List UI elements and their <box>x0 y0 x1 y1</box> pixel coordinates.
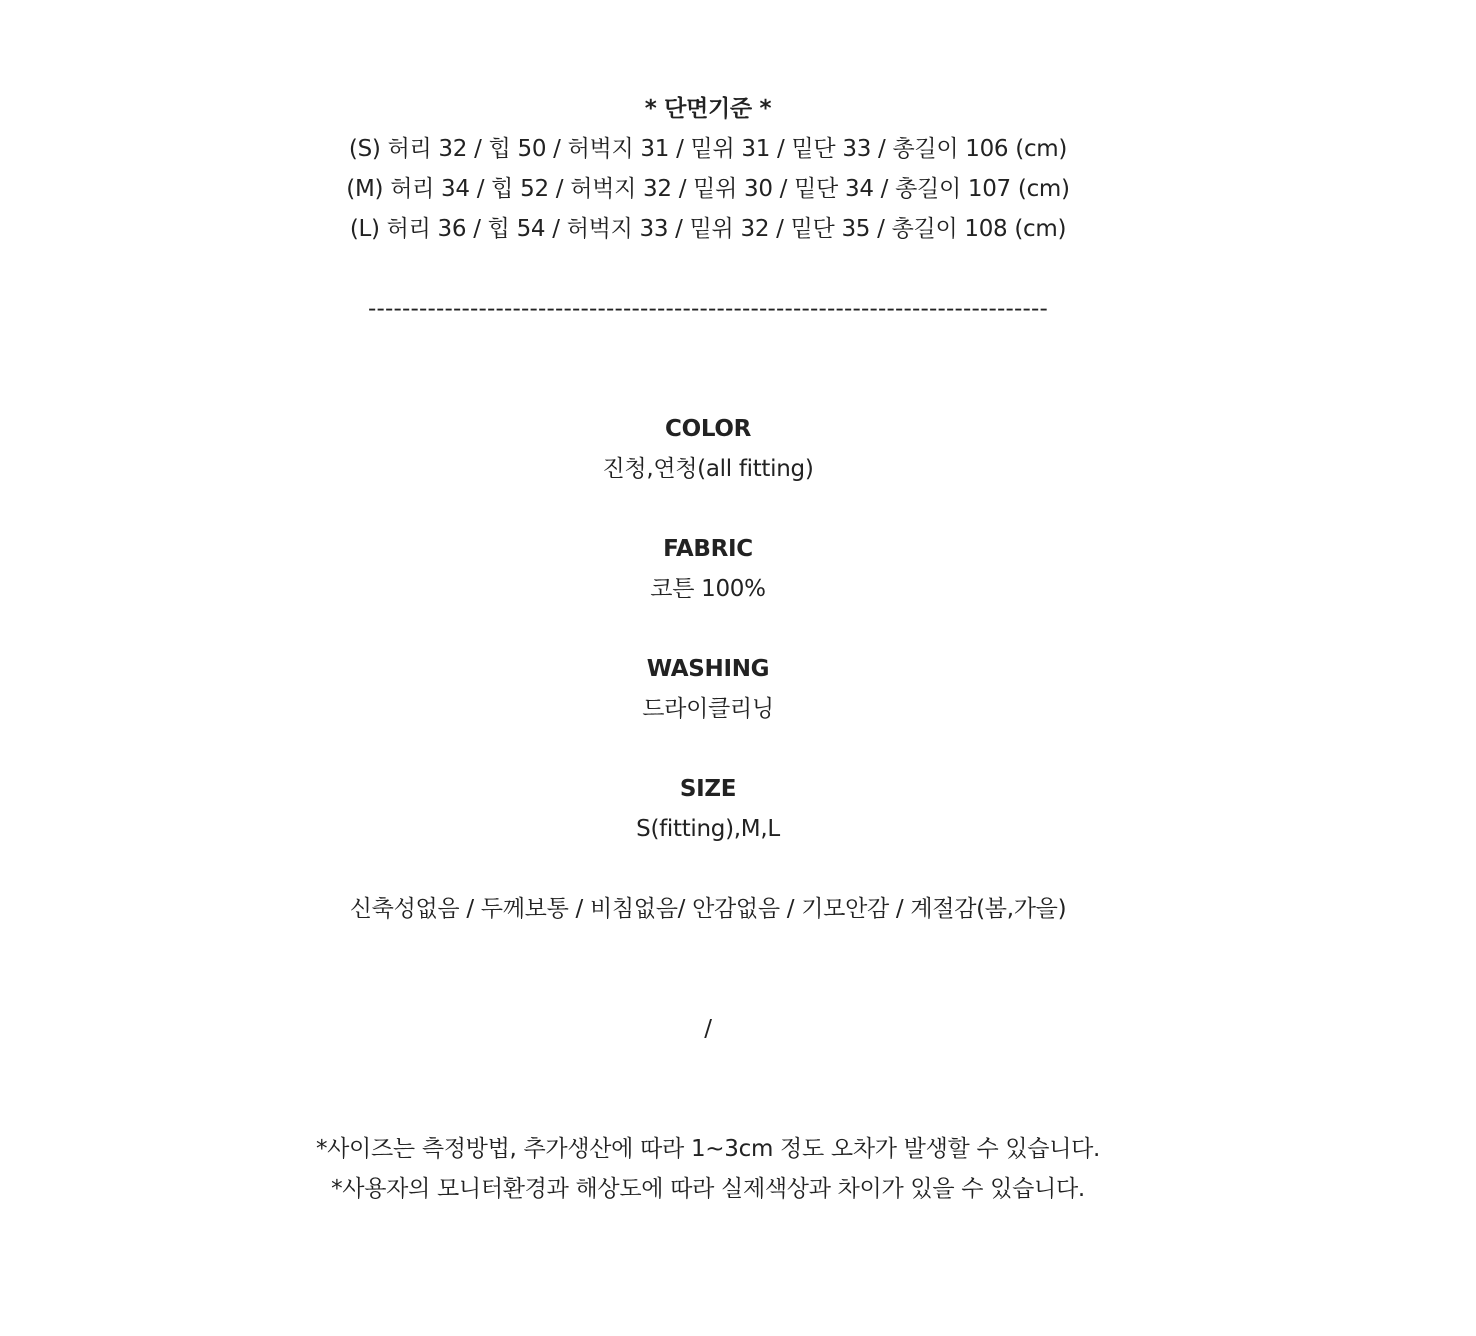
slash-separator: / <box>704 1016 712 1042</box>
spacer <box>0 929 1416 969</box>
fabric-value: 코튼 100% <box>650 576 766 602</box>
color-value: 진청,연청(all fitting) <box>602 456 814 482</box>
spacer <box>0 729 1416 769</box>
spacer <box>0 609 1416 649</box>
size-value: S(fitting),M,L <box>636 816 780 842</box>
spacer <box>0 329 1416 369</box>
note-size-tolerance: *사이즈는 측정방법, 추가생산에 따라 1~3cm 정도 오차가 발생할 수 있습니다. <box>315 1136 1101 1162</box>
fabric-label: FABRIC <box>663 536 753 562</box>
spacer <box>0 849 1416 889</box>
spacer <box>0 249 1416 289</box>
size-chart-title: * 단면기준 * <box>644 96 772 122</box>
spacer <box>0 1049 1416 1089</box>
note-color-difference: *사용자의 모니터환경과 해상도에 따라 실제색상과 차이가 있을 수 있습니다. <box>331 1176 1085 1202</box>
size-row-l: (L) 허리 36 / 힙 54 / 허벅지 33 / 밑위 32 / 밑단 35 / 총길이 108 (cm) <box>349 216 1067 242</box>
product-detail-text <box>0 89 1416 1209</box>
spacer <box>0 1089 1416 1129</box>
dashed-divider: -------------------------------------------------------------------------------- <box>368 296 1048 322</box>
spacer <box>0 489 1416 529</box>
spacer <box>0 969 1416 1009</box>
color-label: COLOR <box>664 416 752 442</box>
spacer <box>0 369 1416 409</box>
size-row-m: (M) 허리 34 / 힙 52 / 허벅지 32 / 밑위 30 / 밑단 34 / 총길이 107 (cm) <box>346 176 1070 202</box>
fabric-properties: 신축성없음 / 두께보통 / 비침없음/ 안감없음 / 기모안감 / 계절감(봄,가을) <box>349 896 1067 922</box>
size-row-s: (S) 허리 32 / 힙 50 / 허벅지 31 / 밑위 31 / 밑단 33 / 총길이 106 (cm) <box>348 136 1068 162</box>
washing-value: 드라이클리닝 <box>642 696 774 722</box>
size-label: SIZE <box>679 776 737 802</box>
washing-label: WASHING <box>646 656 770 682</box>
